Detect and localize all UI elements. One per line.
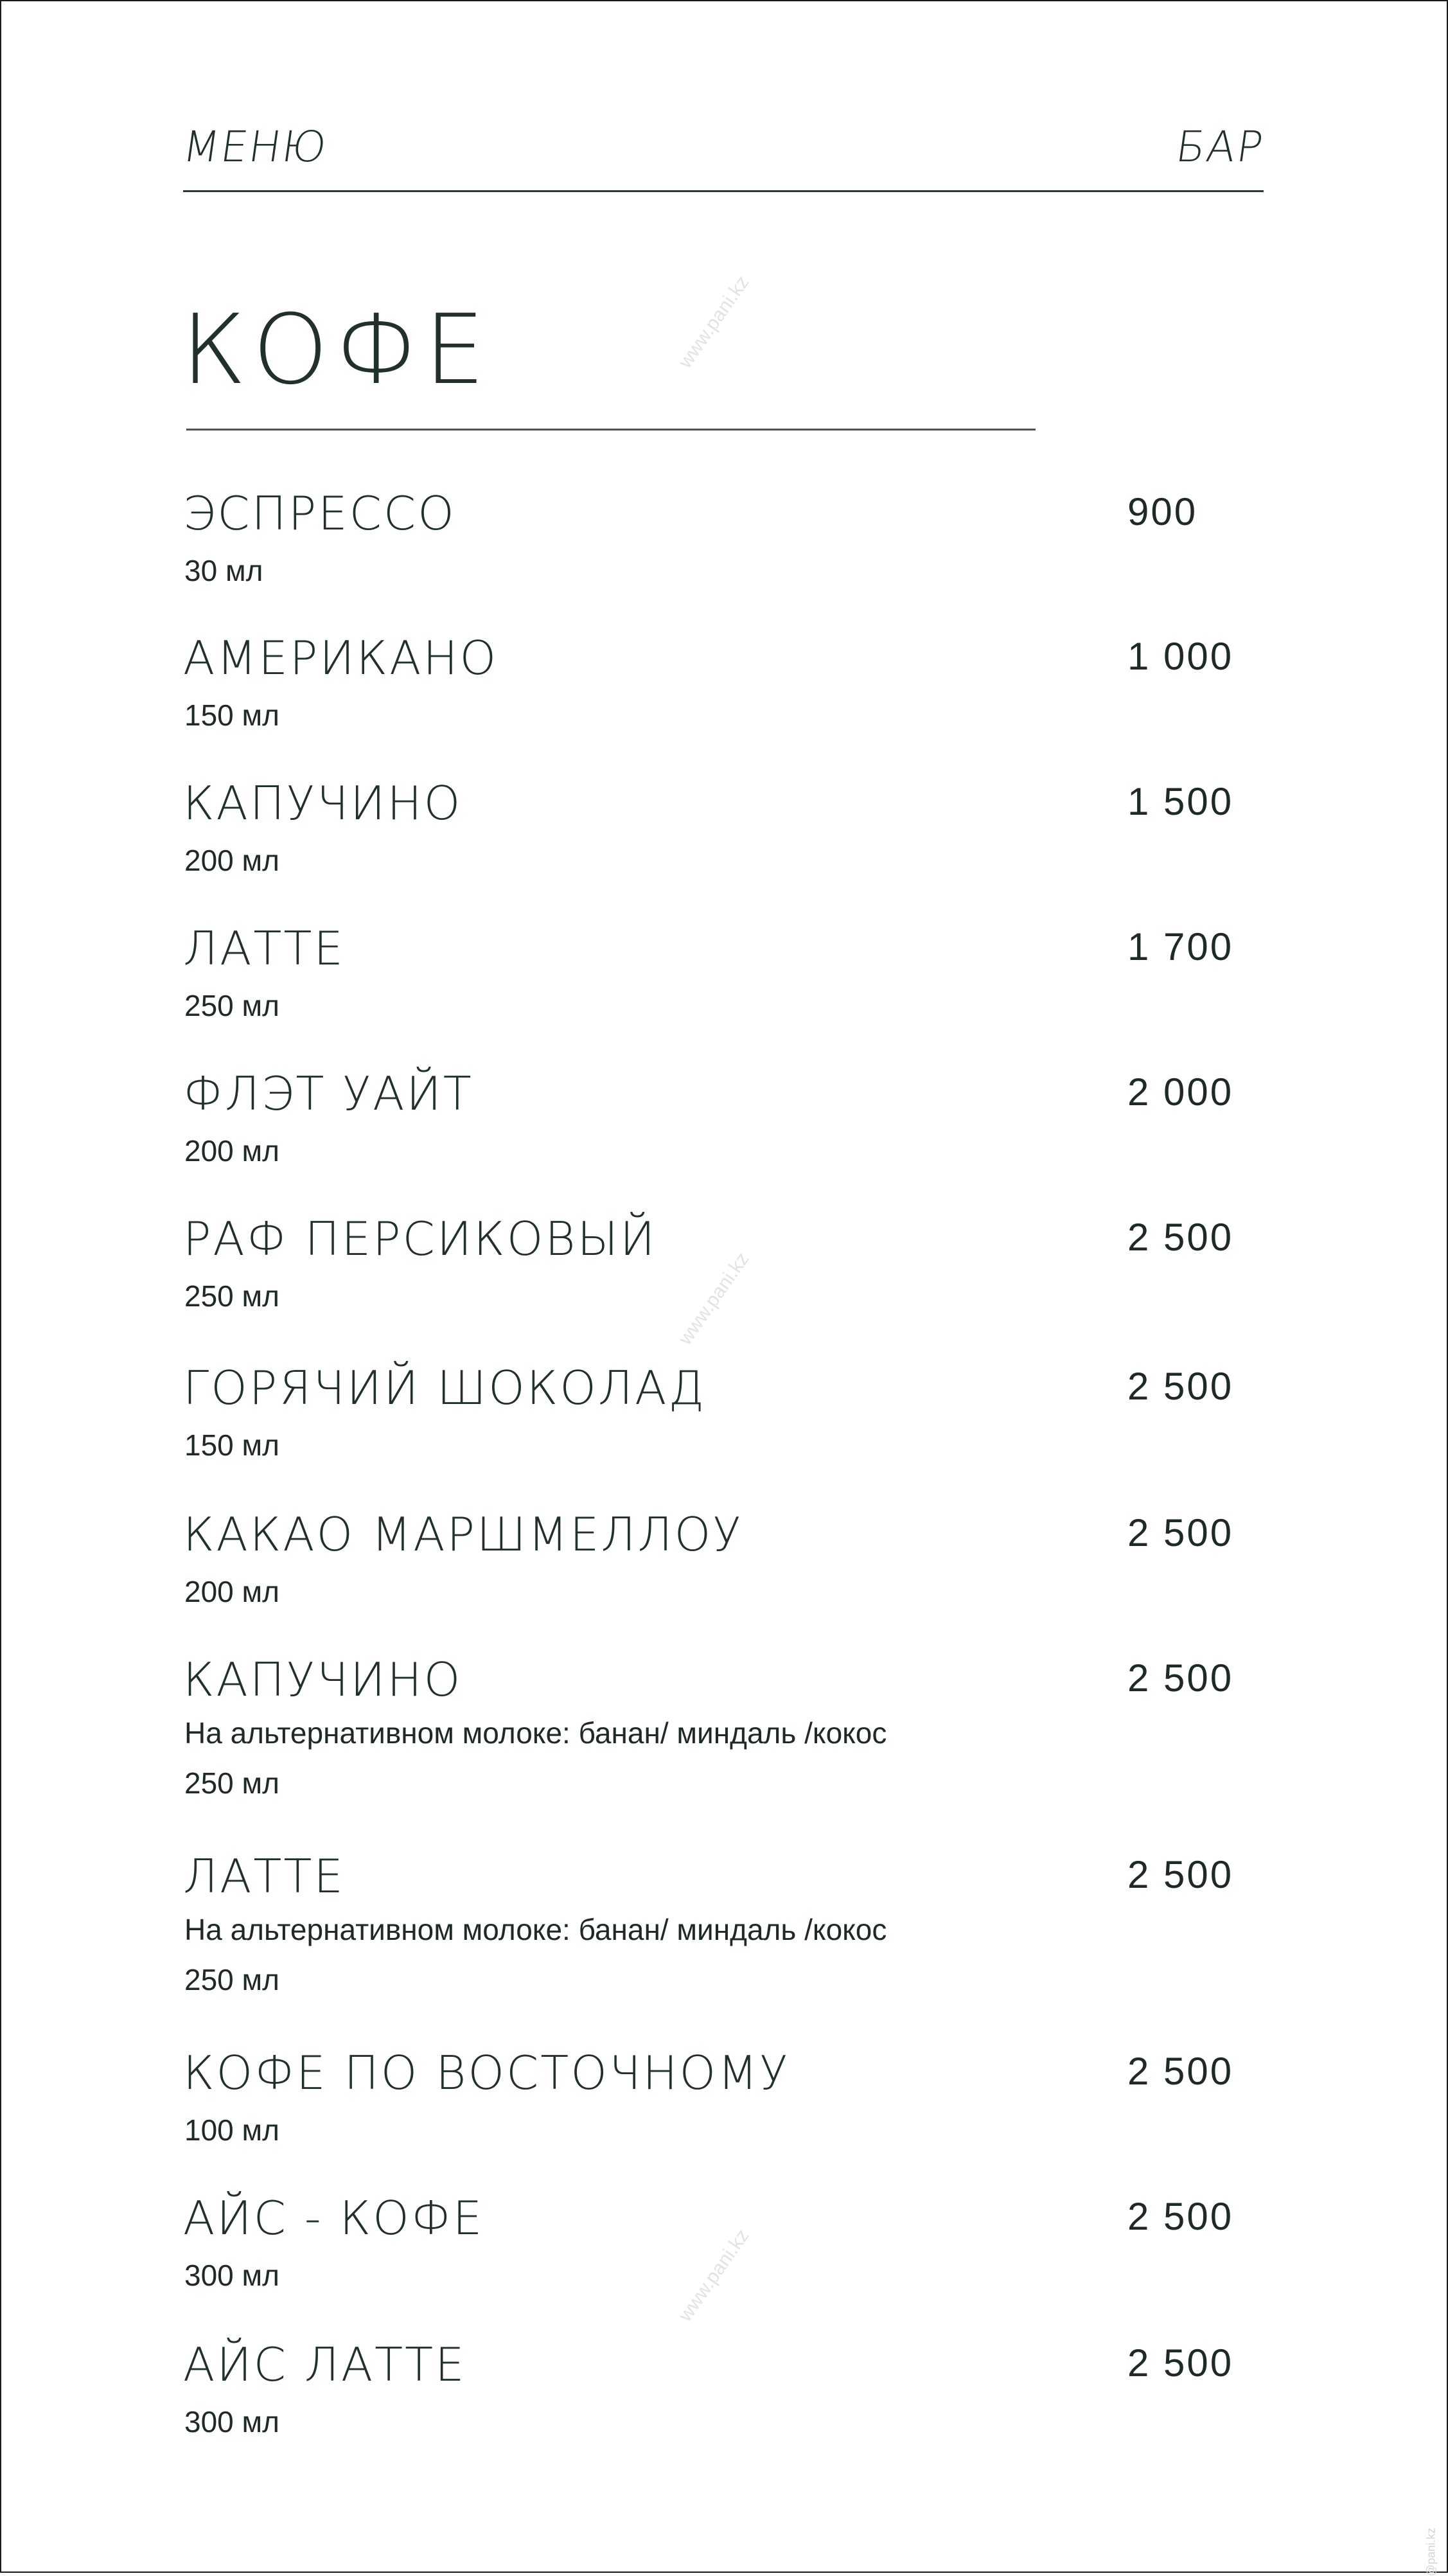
item-volume: 150 мл [184,1428,279,1462]
item-name: КАКАО МАРШМЕЛЛОУ [183,1507,743,1561]
item-price: 2 500 [1127,1657,1234,1700]
header-divider [183,190,1264,192]
item-name: ГОРЯЧИЙ ШОКОЛАД [183,1361,707,1415]
item-volume: 150 мл [184,698,279,732]
item-name: АЙС - КОФЕ [183,2191,484,2245]
item-name: ЛАТТЕ [183,1849,345,1903]
item-volume: 250 мл [184,989,279,1022]
item-price: 2 500 [1127,1511,1234,1554]
item-volume: 100 мл [184,2113,279,2147]
corner-watermark: @pani.kz [1424,2528,1437,2576]
menu-header [179,122,1267,173]
item-name: ФЛЭТ УАЙТ [183,1067,473,1121]
item-name: ЛАТТЕ [183,921,345,975]
item-name: КОФЕ ПО ВОСТОЧНОМУ [183,2046,790,2100]
item-note: На альтернативном молоке: банан/ миндаль /кокос [184,1913,887,1946]
item-name: АЙС ЛАТТЕ [183,2338,466,2392]
item-name: АМЕРИКАНО [183,631,499,685]
item-name: КАПУЧИНО [183,776,463,830]
item-price: 2 500 [1127,2195,1234,2238]
item-volume: 300 мл [184,2405,279,2438]
item-price: 2 500 [1127,1365,1234,1408]
item-price: 2 500 [1127,1216,1234,1259]
item-volume: 200 мл [184,1575,279,1608]
item-volume: 300 мл [184,2259,279,2292]
item-price: 1 500 [1127,780,1234,823]
title-divider [186,429,1036,431]
item-name: КАПУЧИНО [183,1653,463,1707]
item-volume: 250 мл [184,1279,279,1313]
section-title: КОФЕ [181,294,491,406]
item-volume: 250 мл [184,1963,279,1996]
watermark: www.pani.kz [675,1248,754,1349]
item-name: ЭСПРЕССО [183,486,456,540]
item-note: На альтернативном молоке: банан/ миндаль /кокос [184,1716,887,1750]
item-name: РАФ ПЕРСИКОВЫЙ [183,1212,657,1266]
item-price: 2 500 [1127,2050,1234,2093]
watermark: www.pani.kz [675,272,754,372]
item-price: 1 000 [1127,635,1234,678]
item-price: 1 700 [1127,925,1234,968]
item-price: 2 500 [1127,2341,1234,2385]
item-price: 2 500 [1127,1853,1234,1896]
item-volume: 200 мл [184,844,279,877]
item-volume: 200 мл [184,1134,279,1168]
menu-label: МЕНЮ [179,122,331,172]
item-price: 900 [1127,490,1198,533]
item-volume: 250 мл [184,1766,279,1800]
item-volume: 30 мл [184,554,263,587]
bar-label: БАР [1172,122,1267,172]
watermark: www.pani.kz [675,2225,754,2325]
item-price: 2 000 [1127,1070,1234,1114]
